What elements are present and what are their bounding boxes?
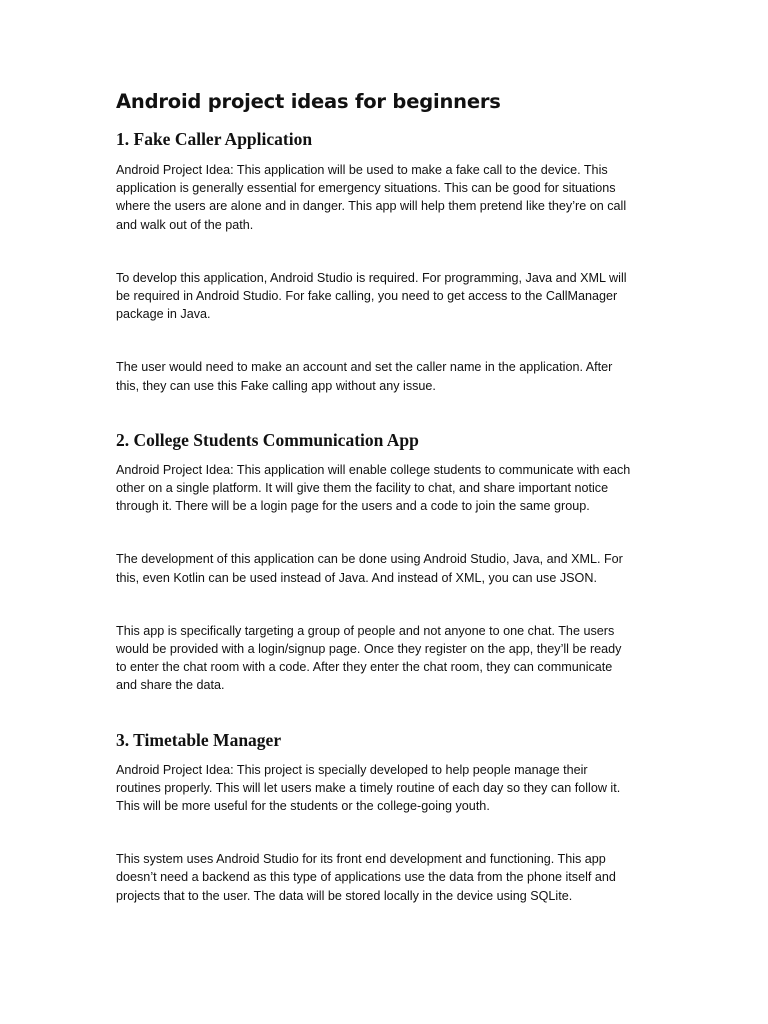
document-title: Android project ideas for beginners [116, 90, 501, 113]
section-timetable-manager [116, 728, 656, 905]
paragraph: The user would need to make an account and set the caller name in the application. After this, they can use this Fake calling app without any issue. [116, 360, 613, 393]
paragraph: This system uses Android Studio for its front end development and functioning. This app doesn’t need a backend as this type of applications use the data from the phone itself and projects that to the user. The data will be stored locally in the device using SQLite. [116, 852, 616, 903]
paragraph: The development of this application can be done using Android Studio, Java, and XML. For this, even Kotlin can be used instead of Java. And instead of XML, you can use JSON. [116, 552, 623, 585]
section-heading: 3. Timetable Manager [116, 729, 282, 750]
paragraph: Android Project Idea: This project is specially developed to help people manage their routines properly. This will let users make a timely routine of each day so they can follow it. This will be more useful for the students or the college-going youth. [116, 762, 621, 814]
document-body [116, 88, 656, 905]
section-heading: 2. College Students Communication App [116, 429, 419, 450]
paragraph: This app is specifically targeting a group of people and not anyone to one chat. The users would be provided with a login/signup page. Once they register on the app, they’ll be ready to enter the chat room with a code. After they enter the chat room, they can communicate and share the data. [116, 623, 622, 693]
section-fake-caller [116, 127, 656, 395]
paragraph: Android Project Idea: This application will enable college students to communicate with each other on a single platform. It will give them the facility to chat, and share important notice through it. There will be a login page for the users and a code to join the same group. [116, 462, 631, 514]
section-college-communication [116, 428, 656, 695]
paragraph: To develop this application, Android Studio is required. For programming, Java and XML will be required in Android Studio. For fake calling, you need to get access to the CallManager package in Java. [116, 270, 627, 322]
paragraph: Android Project Idea: This application will be used to make a fake call to the device. This application is generally essential for emergency situations. This can be good for situations where the users are alone and in danger. This app will help them pretend like they’re on call and walk out of the path. [116, 163, 627, 232]
section-heading: 1. Fake Caller Application [116, 129, 313, 149]
